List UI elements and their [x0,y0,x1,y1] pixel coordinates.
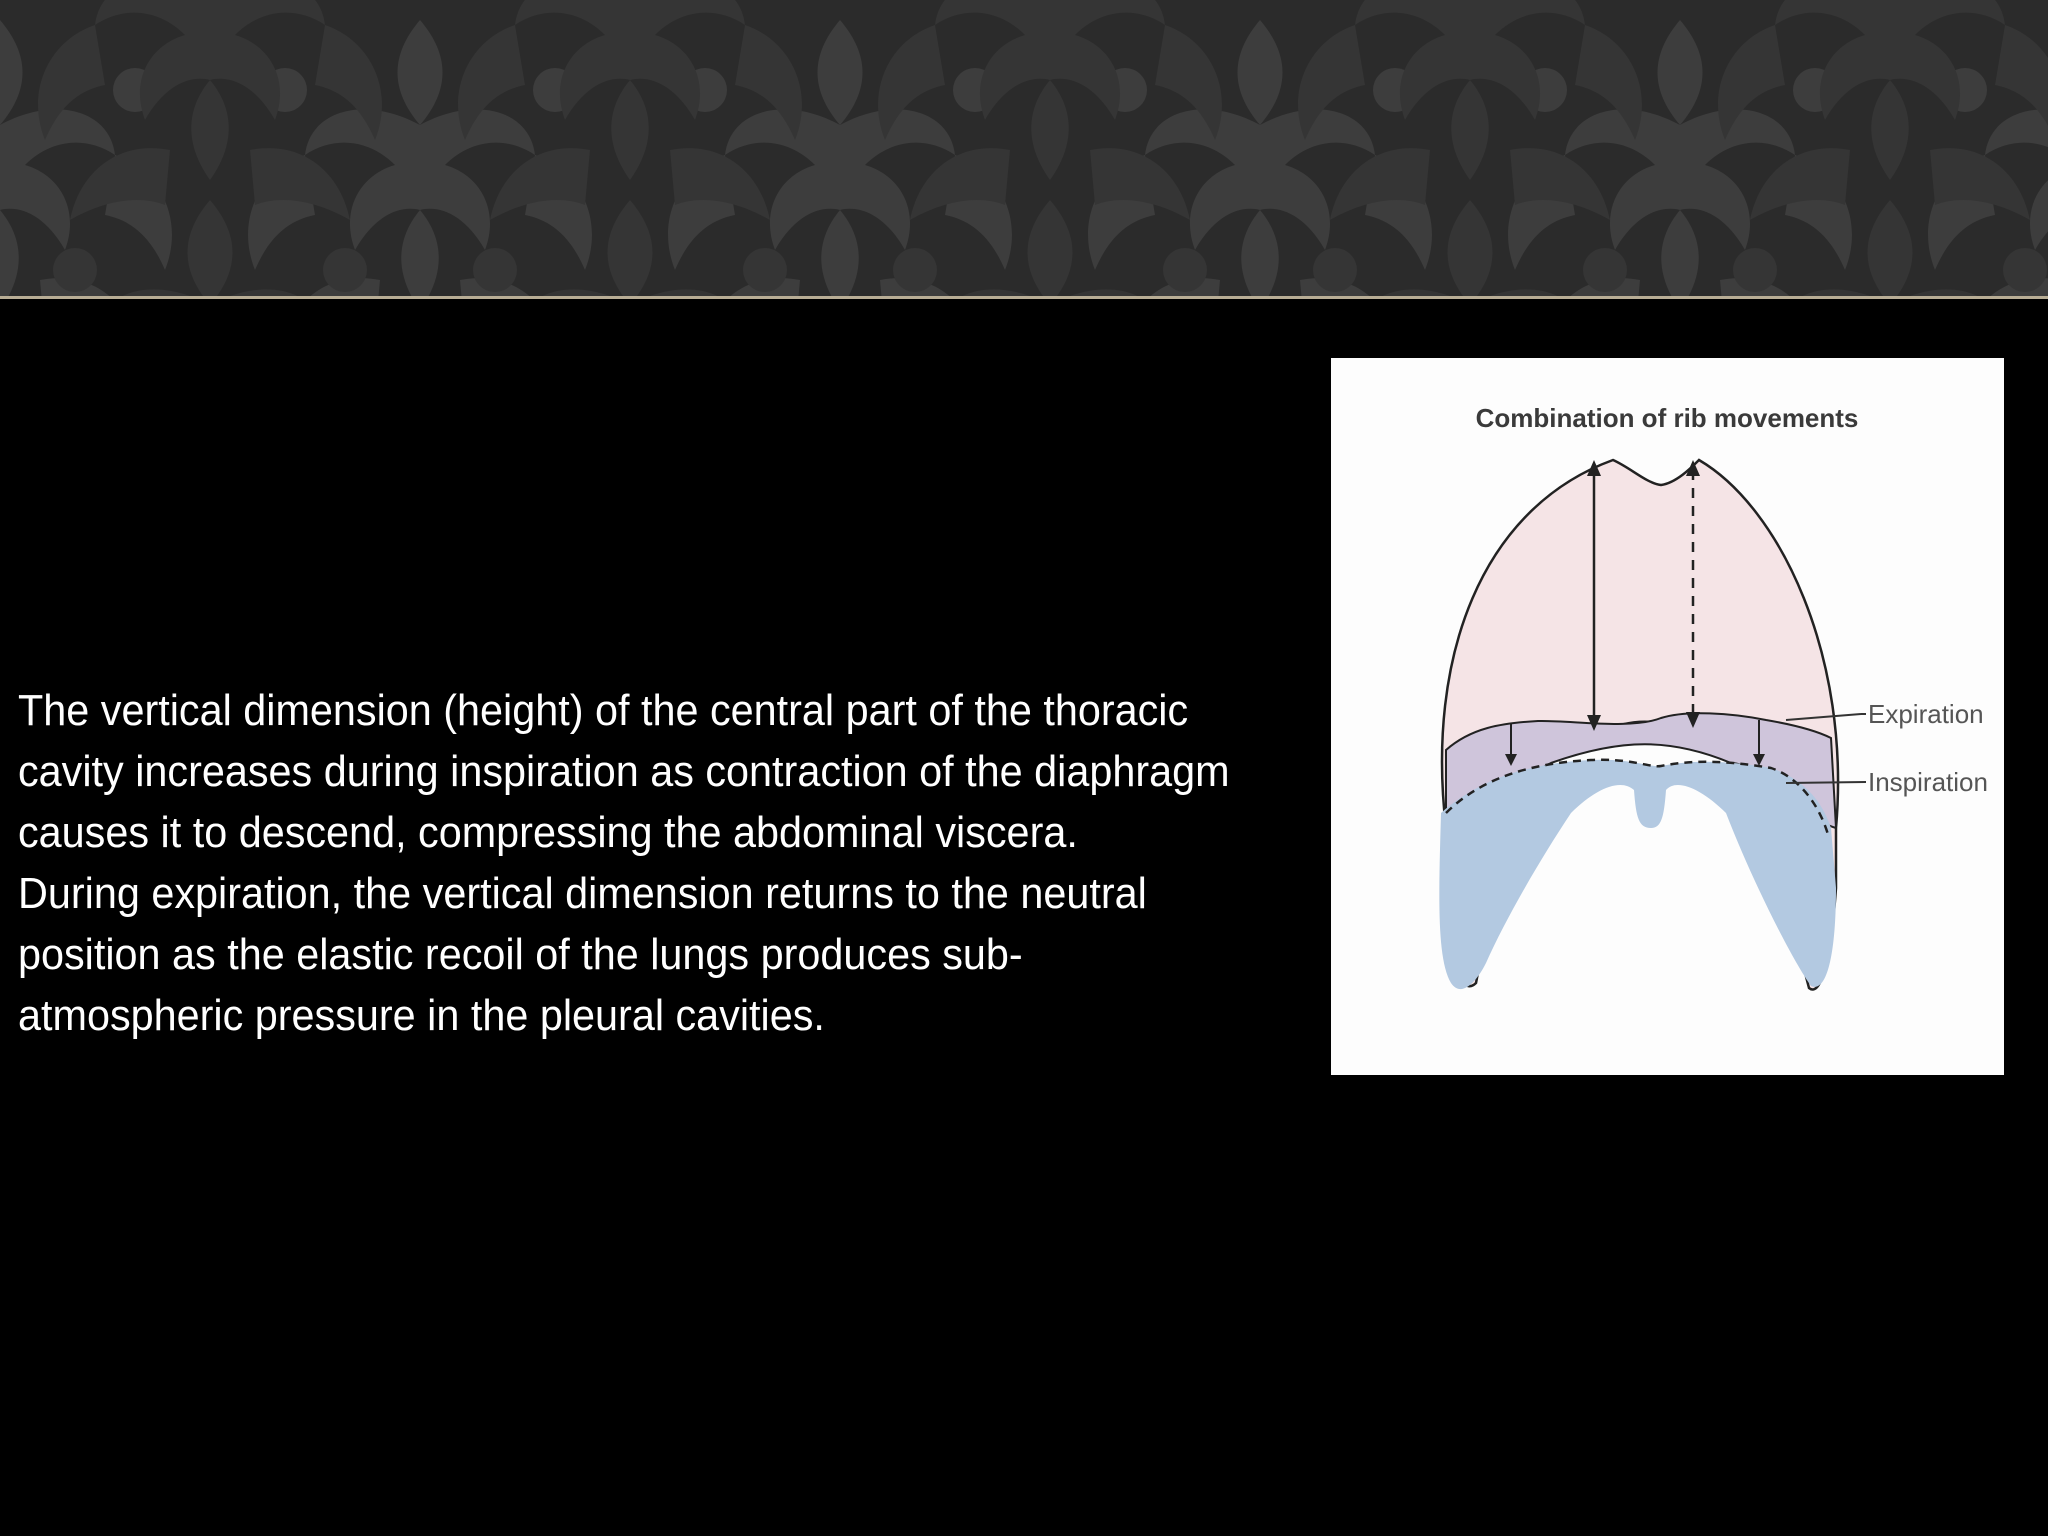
diagram-title: Combination of rib movements [1475,403,1859,433]
banner-divider [0,296,2048,299]
diaphragm-diagram [1331,358,2004,1075]
slide-body-text [18,680,1231,1046]
body-paragraph-inspiration: The vertical dimension (height) of the central part of the thoracic cavity increases during inspiration as contraction of the diaphragm causes it to descend, compressing the abdominal viscera. [18,686,1230,857]
inspiration-region [1439,760,1836,989]
damask-pattern [0,0,2048,296]
inspiration-leader [1786,782,1866,783]
ornamental-banner [0,0,2048,296]
inspiration-label: Inspiration [1868,767,1988,797]
diaphragm-diagram-svg [1331,358,2004,1075]
expiration-label: Expiration [1868,699,1984,729]
body-paragraph-expiration: During expiration, the vertical dimension returns to the neutral position as the elastic recoil of the lungs produces sub-atmospheric pressure in the pleural cavities. [18,869,1147,1040]
